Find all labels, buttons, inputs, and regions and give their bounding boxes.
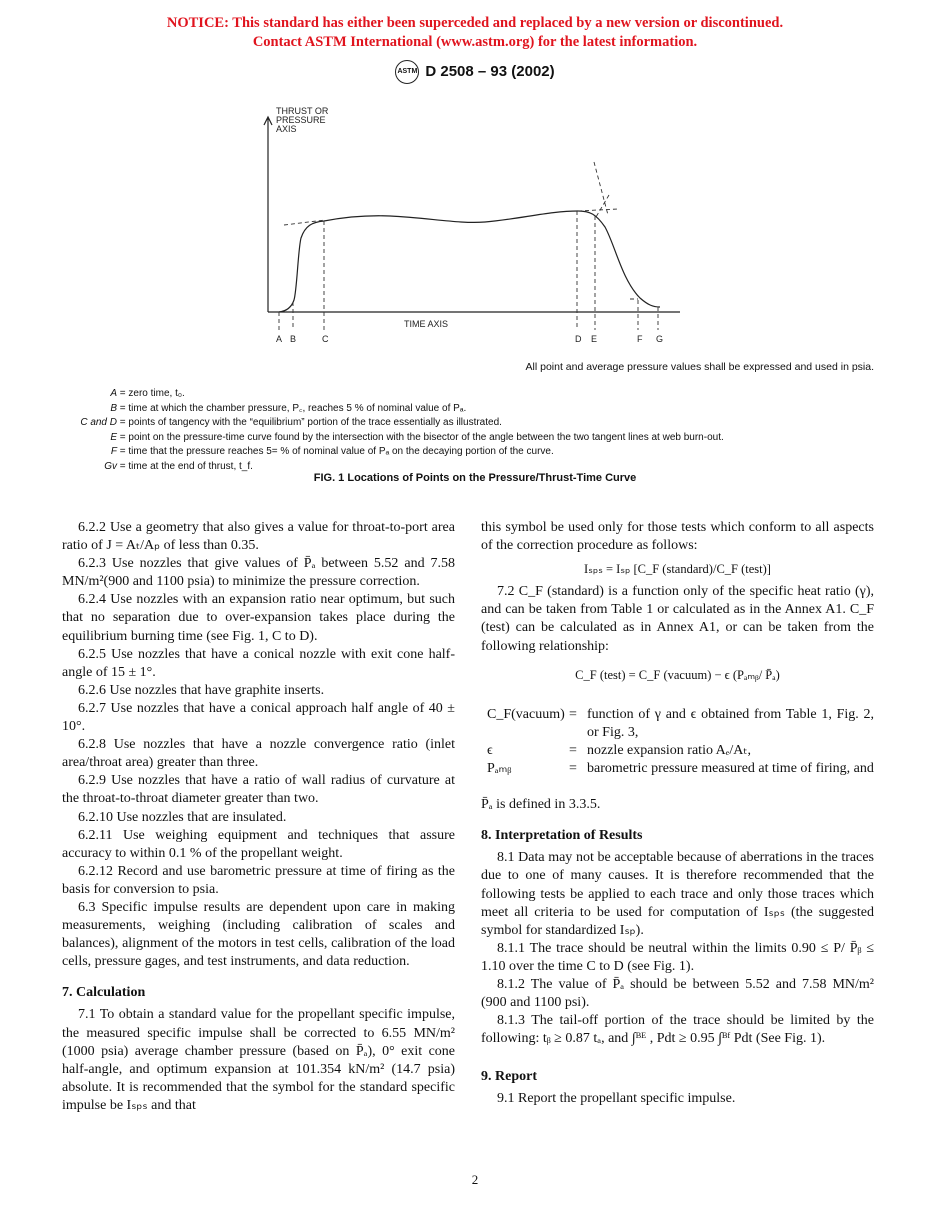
paragraph: 6.2.6 Use nozzles that have graphite inserts. [78,682,325,698]
section-heading-report: 9. Report [481,1069,537,1085]
paragraph: 8.1.3 The tail-off portion of the trace should be limited by the following: tᵦ ≥ 0.87 tₐ, and ∫ᴮᴱ , Pdt ≥ 0.95 ∫ᴮᶠ Pdt (See Fig. 1). [481,1013,874,1047]
notice-line-1: NOTICE: This standard has either been superceded and replaced by a new version or discontinued. [166,15,784,31]
designation-text: D 2508 – 93 (2002) [425,62,555,80]
notice-line-2: Contact ASTM International (www.astm.org) for the latest information. [252,34,698,50]
section-heading-interpretation: 8. Interpretation of Results [481,828,643,844]
paragraph: 6.2.5 Use nozzles that have a conical nozzle with exit cone half-angle of 15 ± 1°. [62,646,455,680]
pressure-time-curve-figure [0,0,950,350]
def-desc: barometric pressure measured at time of firing, and [587,761,874,777]
right-column [481,519,874,1109]
tangent-line-start [284,220,325,225]
def-eq: = [569,761,577,777]
paragraph: 6.2.9 Use nozzles that have a ratio of wall radius of curvature at the throat-to-throat diameter greater than two. [62,773,455,807]
paragraph: 6.2.3 Use nozzles that give values of P̄ₐ between 5.52 and 7.58 MN/m²(900 and 1100 psia) to minimize the pressure correction. [62,556,455,590]
legend-item: C and D = points of tangency with the “equilibrium” portion of the trace essentially as illustrated. [80,417,502,428]
page-number: 2 [471,1172,479,1187]
def-term: Pₐₘᵦ [487,761,512,777]
def-eq: = [569,742,577,758]
def-term: ϵ [487,742,493,758]
paragraph: 6.2.12 Record and use barometric pressure at time of firing as the basis for conversion to psia. [62,863,455,897]
point-label-a: A [276,334,283,344]
point-label-b: B [290,334,297,344]
paragraph: 6.2.10 Use nozzles that are insulated. [78,809,287,825]
definition-list [487,706,874,778]
paragraph: P̄ₐ is defined in 3.3.5. [481,797,601,813]
figure-caption: FIG. 1 Locations of Points on the Pressure/Thrust-Time Curve [313,472,637,484]
paragraph: 6.2.7 Use nozzles that have a conical approach half angle of 40 ± 10°. [62,700,455,735]
figure-note: All point and average pressure values shall be expressed and used in psia. [525,361,874,373]
left-column [62,519,455,1115]
point-label-c: C [322,334,329,344]
legend-item: F = time that the pressure reaches 5= % of nominal value of Pₐ on the decaying portion of the curve. [110,446,554,457]
point-label-g: G [656,334,664,344]
point-label-d: D [575,334,582,344]
point-label-f: F [637,334,643,344]
paragraph: this symbol be used only for those tests which conform to all aspects of the correction procedure as follows: [481,520,874,554]
paragraph: 6.2.8 Use nozzles that have a nozzle convergence ratio (inlet area/throat area) greater than three. [62,737,455,771]
paragraph: 8.1.1 The trace should be neutral within the limits 0.90 ≤ P/ P̄ᵦ ≤ 1.10 over the time C to D (see Fig. 1). [481,940,874,974]
pressure-curve [279,211,660,312]
def-desc: function of γ and ϵ obtained from Table 1, Fig. 2, or Fig. 3, [587,706,874,740]
y-axis-label-2: PRESSURE [276,115,326,125]
paragraph: 7.2 C_F (standard) is a function only of the specific heat ratio (γ), and can be taken from Table 1 or calculated as in the Annex A1. C_F (test) can be calculated as in Annex A1, or can be taken from the following relationship: [481,584,874,654]
def-term: C_F(vacuum) [487,706,565,722]
paragraph: 6.2.11 Use weighing equipment and techniques that assure accuracy to within 0.1 % of the propellant weight. [62,827,455,861]
legend-item: Gv = time at the end of thrust, t_f. [104,460,253,472]
equation-cf-test: C_F (test) = C_F (vacuum) − ϵ (Pₐₘᵦ/ P̄ₐ) [575,667,780,682]
y-axis [264,117,272,312]
y-axis-label-3: AXIS [276,124,297,134]
paragraph: 6.2.2 Use a geometry that also gives a value for throat-to-port area ratio of J = Aₜ/Aₚ of less than 0.35. [62,520,455,554]
x-axis-label: TIME AXIS [404,319,449,329]
def-desc: nozzle expansion ratio Aₑ/Aₜ, [587,742,752,758]
paragraph: 9.1 Report the propellant specific impulse. [497,1091,736,1107]
figure-legend [80,387,724,474]
paragraph: 6.2.4 Use nozzles with an expansion ratio near optimum, but such that no separation due to over-expansion takes place during the equilibrium burning time (see Fig. 1, C to D). [62,592,455,644]
paragraph: 6.3 Specific impulse results are dependent upon care in making measurements, weighing (including calibration of scales and balances), alignment of the motors in test cells, calibration of the load cells, pressure gages, and test instruments, and data reduction. [62,899,455,970]
y-axis-label-1: THRUST OR [276,106,329,116]
legend-item: B = time at which the chamber pressure, P꜀, reaches 5 % of nominal value of Pₐ. [110,402,467,414]
legend-item: E = point on the pressure-time curve found by the intersection with the bisector of the angle between the two tangent lines at web burn-out. [110,431,724,443]
paragraph: 8.1 Data may not be acceptable because of aberrations in the traces due to one of many causes. It is therefore recommended that the following tests be applied to each trace and only those traces which meet all criteria to be used for computation of Iₛₚₛ (the suggested symbol for standardized Iₛₚ). [481,850,874,938]
paragraph: 7.1 To obtain a standard value for the propellant specific impulse, the measured specific impulse shall be corrected to 6.55 MN/m² (1000 psia) average chamber pressure (based on P̄ₐ), 0° exit cone half-angle, and optimum expansion at 101.354 kN/m² (14.7 psia) absolute. It is recommended that the symbol for the standard specific impulse be Iₛₚₛ and that [62,1007,455,1113]
point-label-e: E [591,334,598,344]
def-eq: = [569,706,577,722]
astm-logo-icon: ASTM [395,60,419,84]
tangent-line-end [578,209,618,211]
bisector-lines [594,162,609,217]
equation-isps: Iₛₚₛ = Iₛₚ [C_F (standard)/C_F (test)] [584,562,771,577]
section-heading-calculation: 7. Calculation [62,985,146,1001]
legend-item: A = zero time, t₀. [110,388,185,399]
paragraph: 8.1.2 The value of P̄ₐ should be between 5.52 and 7.58 MN/m² (900 and 1100 psi). [481,976,874,1011]
